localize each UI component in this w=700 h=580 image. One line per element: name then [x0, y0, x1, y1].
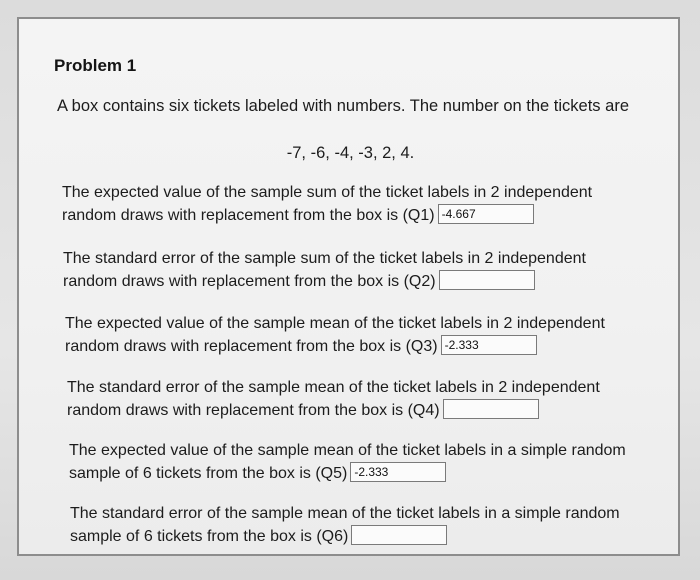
- question-text-line2: [63, 270, 586, 293]
- question-text-line1: The standard error of the sample mean of the ticket labels in a simple random: [70, 505, 620, 522]
- problem-intro: A box contains six tickets labeled with numbers. The number on the tickets are: [57, 97, 629, 115]
- question-text-line1: The standard error of the sample sum of the ticket labels in 2 independent: [63, 250, 586, 267]
- answer-input-q3[interactable]: [441, 335, 537, 355]
- question-text-line2: [62, 204, 592, 227]
- question-q2: [63, 247, 586, 293]
- question-prompt: random draws with replacement from the box is (Q2): [63, 273, 436, 290]
- question-prompt: random draws with replacement from the box is (Q3): [65, 338, 438, 355]
- question-q1: [62, 181, 592, 227]
- question-prompt: sample of 6 tickets from the box is (Q5): [69, 465, 348, 482]
- question-text-line1: The expected value of the sample sum of the ticket labels in 2 independent: [62, 184, 593, 201]
- question-text-line2: [69, 462, 626, 485]
- question-q3: [65, 312, 605, 358]
- question-text-line1: The standard error of the sample mean of the ticket labels in 2 independent: [67, 379, 600, 396]
- question-text-line1: The expected value of the sample mean of the ticket labels in a simple random: [69, 442, 626, 459]
- question-text-line2: [65, 335, 605, 358]
- question-q4: [67, 376, 600, 422]
- answer-input-q5[interactable]: [350, 462, 446, 482]
- problem-title: Problem 1: [54, 56, 137, 75]
- question-q5: [69, 439, 626, 485]
- question-text-line1: The expected value of the sample mean of the ticket labels in 2 independent: [65, 315, 605, 332]
- question-text-line2: [67, 399, 600, 422]
- answer-input-q4[interactable]: [443, 399, 539, 419]
- answer-input-q6[interactable]: [351, 525, 447, 545]
- answer-input-q1[interactable]: [438, 204, 534, 224]
- problem-panel: [17, 17, 680, 556]
- question-prompt: random draws with replacement from the box is (Q4): [67, 402, 440, 419]
- ticket-values: -7, -6, -4, -3, 2, 4.: [286, 144, 415, 162]
- answer-input-q2[interactable]: [439, 270, 535, 290]
- question-text-line2: [70, 525, 620, 548]
- question-q6: [70, 502, 620, 548]
- question-prompt: sample of 6 tickets from the box is (Q6): [70, 528, 349, 545]
- question-prompt: random draws with replacement from the box is (Q1): [62, 207, 435, 224]
